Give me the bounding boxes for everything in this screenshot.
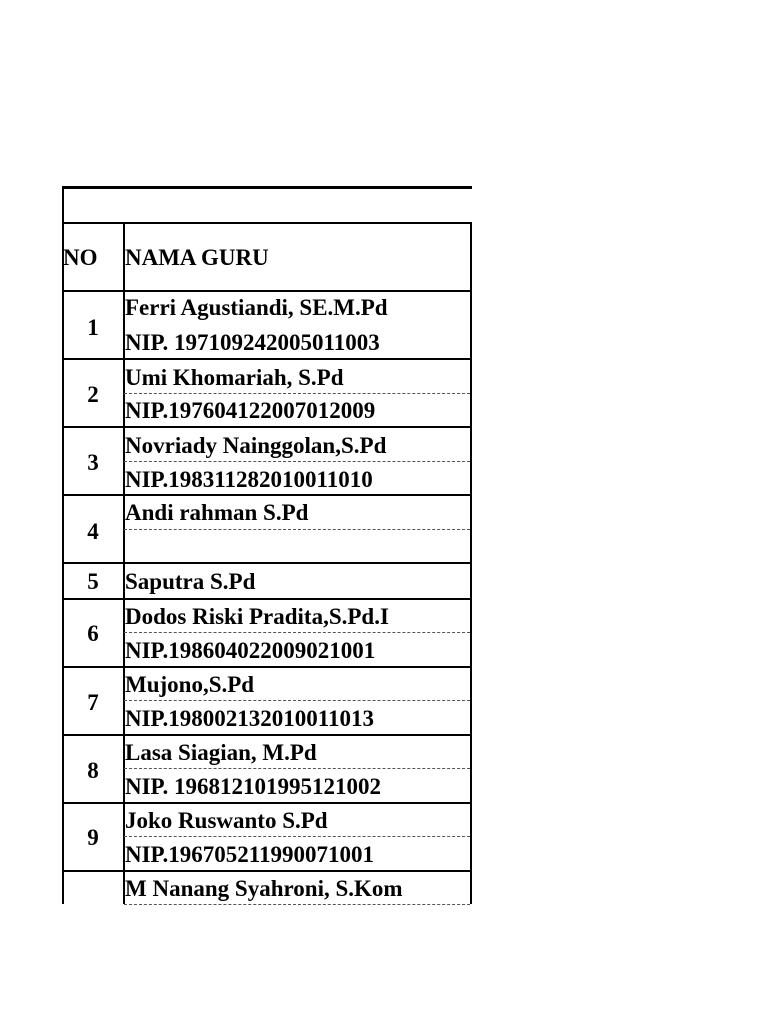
header-nama-guru: NAMA GURU: [125, 245, 269, 270]
row-6-no: 6: [87, 621, 99, 646]
row-10-divider: [124, 904, 470, 905]
header-no: NO: [63, 245, 98, 270]
header-top-border: [62, 222, 472, 224]
row-1-name: Ferri Agustiandi, SE.M.Pd: [125, 295, 388, 320]
row-8-no: 8: [87, 758, 99, 783]
row-1-no: 1: [87, 315, 99, 340]
row-7-divider: [124, 700, 470, 701]
row-5-no: 5: [87, 569, 99, 594]
row-3-bottom-border: [62, 494, 472, 496]
row-9-name: Joko Ruswanto S.Pd: [125, 808, 328, 833]
header-bottom-border: [62, 290, 472, 292]
row-8-nip: NIP. 196812101995121002: [125, 774, 381, 799]
row-9-bottom-border: [62, 870, 472, 872]
row-7-name: Mujono,S.Pd: [125, 672, 255, 697]
table-top-border: [62, 186, 472, 189]
row-2-nip: NIP.197604122007012009: [125, 398, 376, 423]
row-2-no: 2: [87, 382, 99, 407]
row-6-nip: NIP.198604022009021001: [125, 638, 376, 663]
row-3-no: 3: [87, 450, 99, 475]
row-6-divider: [124, 632, 470, 633]
row-2-name: Umi Khomariah, S.Pd: [125, 365, 344, 390]
row-3-divider: [124, 461, 470, 462]
row-7-bottom-border: [62, 734, 472, 736]
row-4-name: Andi rahman S.Pd: [125, 500, 309, 525]
table-left-border: [62, 186, 64, 904]
row-1-bottom-border: [62, 358, 472, 360]
row-4-no: 4: [87, 519, 99, 544]
row-5-name: Saputra S.Pd: [125, 569, 256, 594]
row-1-nip: NIP. 197109242005011003: [125, 330, 380, 355]
row-3-nip: NIP.198311282010011010: [125, 467, 373, 492]
row-8-bottom-border: [62, 802, 472, 804]
row-6-bottom-border: [62, 666, 472, 668]
row-10-name: M Nanang Syahroni, S.Kom: [125, 876, 403, 901]
row-5-bottom-border: [62, 598, 472, 600]
row-4-bottom-border: [62, 562, 472, 564]
row-4-divider: [124, 529, 470, 530]
row-7-no: 7: [87, 690, 99, 715]
row-9-divider: [124, 836, 470, 837]
row-2-divider: [124, 393, 470, 394]
row-9-no: 9: [87, 825, 99, 850]
row-9-nip: NIP.196705211990071001: [125, 842, 374, 867]
row-8-divider: [124, 768, 470, 769]
row-2-bottom-border: [62, 426, 472, 428]
row-3-name: Novriady Nainggolan,S.Pd: [125, 433, 387, 458]
row-8-name: Lasa Siagian, M.Pd: [125, 740, 317, 765]
row-6-name: Dodos Riski Pradita,S.Pd.I: [125, 604, 389, 629]
row-7-nip: NIP.198002132010011013: [125, 706, 374, 731]
